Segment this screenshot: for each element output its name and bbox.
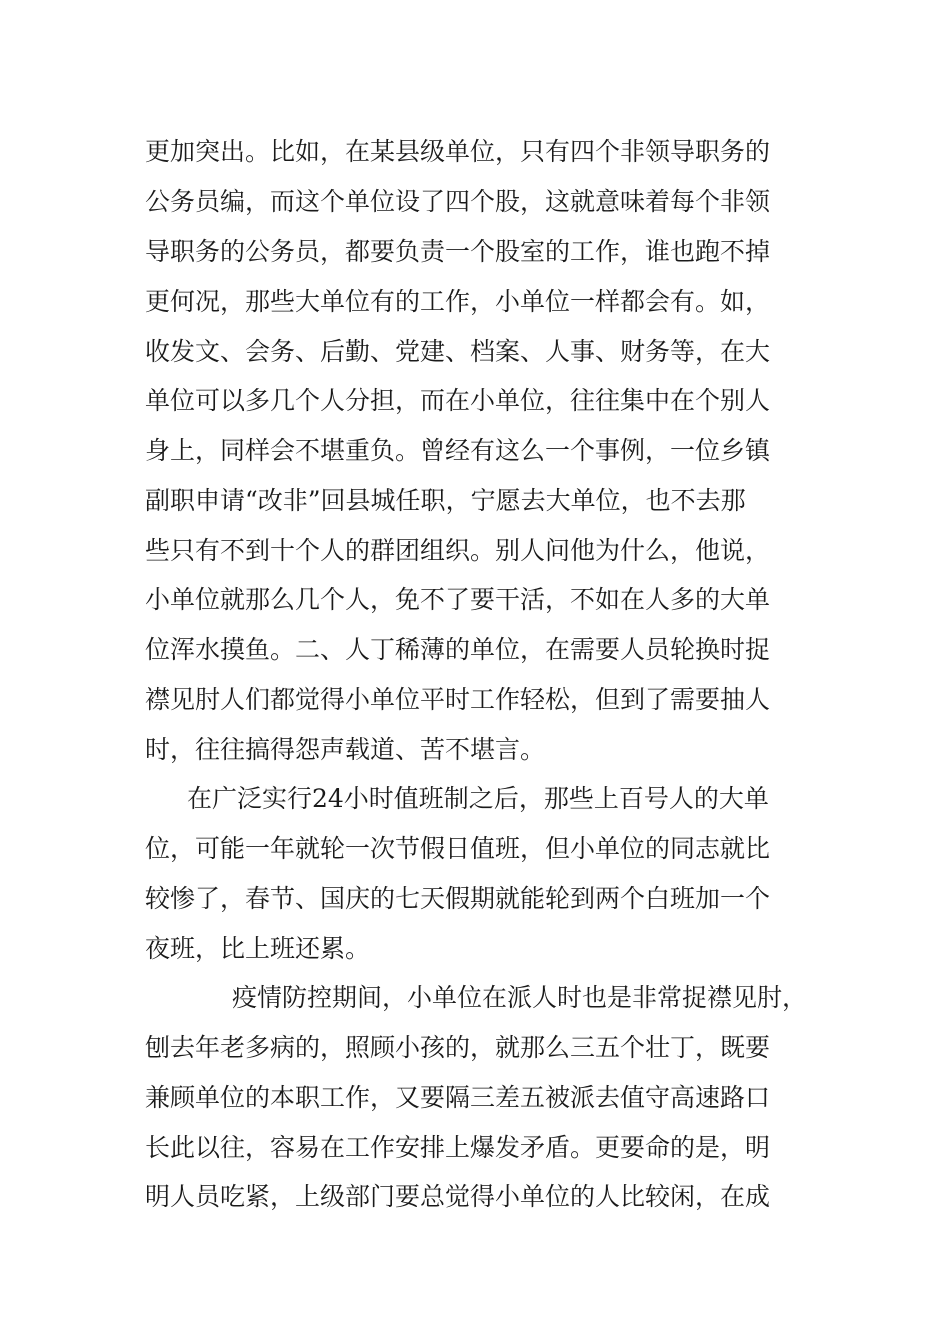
text-line: 小单位就那么几个人，免不了要干活，不如在人多的大单	[145, 585, 771, 614]
text-line: 时，往往搞得怨声载道、苦不堪言。	[145, 735, 546, 764]
text-line: 兼顾单位的本职工作，又要隔三差五被派去值守高速路口	[145, 1083, 771, 1112]
text-line: 导职务的公务员，都要负责一个股室的工作，谁也跑不掉	[145, 237, 771, 266]
text-line: 夜班，比上班还累。	[145, 934, 371, 963]
text-line: 身上，同样会不堪重负。曾经有这么一个事例，一位乡镇	[145, 436, 771, 465]
text-line: 刨去年老多病的，照顾小孩的，就那么三五个壮丁，既要	[145, 1033, 771, 1062]
text-line: 位浑水摸鱼。二、人丁稀薄的单位，在需要人员轮换时捉	[145, 635, 771, 664]
text-line: 单位可以多几个人分担，而在小单位，往往集中在个别人	[145, 386, 771, 415]
text-line: 较惨了，春节、国庆的七天假期就能轮到两个白班加一个	[145, 884, 771, 913]
text-line: 襟见肘人们都觉得小单位平时工作轻松，但到了需要抽人	[145, 685, 771, 714]
text-line: 更何况，那些大单位有的工作，小单位一样都会有。如，	[145, 287, 771, 316]
text-line: 位，可能一年就轮一次节假日值班，但小单位的同志就比	[145, 834, 771, 863]
text-line: 长此以往，容易在工作安排上爆发矛盾。更要命的是，明	[145, 1133, 771, 1162]
text-line: 明人员吃紧，上级部门要总觉得小单位的人比较闲，在成	[145, 1182, 771, 1211]
text-line: 副职申请“改非”回县城任职，宁愿去大单位，也不去那	[145, 486, 746, 515]
text-line: 在广泛实行24小时值班制之后，那些上百号人的大单	[187, 784, 769, 813]
text-line: 疫情防控期间，小单位在派人时也是非常捉襟见肘，	[232, 983, 808, 1012]
text-line: 些只有不到十个人的群团组织。别人问他为什么，他说，	[145, 536, 771, 565]
text-line: 公务员编，而这个单位设了四个股，这就意味着每个非领	[145, 187, 771, 216]
text-line: 收发文、会务、后勤、党建、档案、人事、财务等，在大	[145, 337, 771, 366]
text-line: 更加突出。比如，在某县级单位，只有四个非领导职务的	[145, 137, 771, 166]
